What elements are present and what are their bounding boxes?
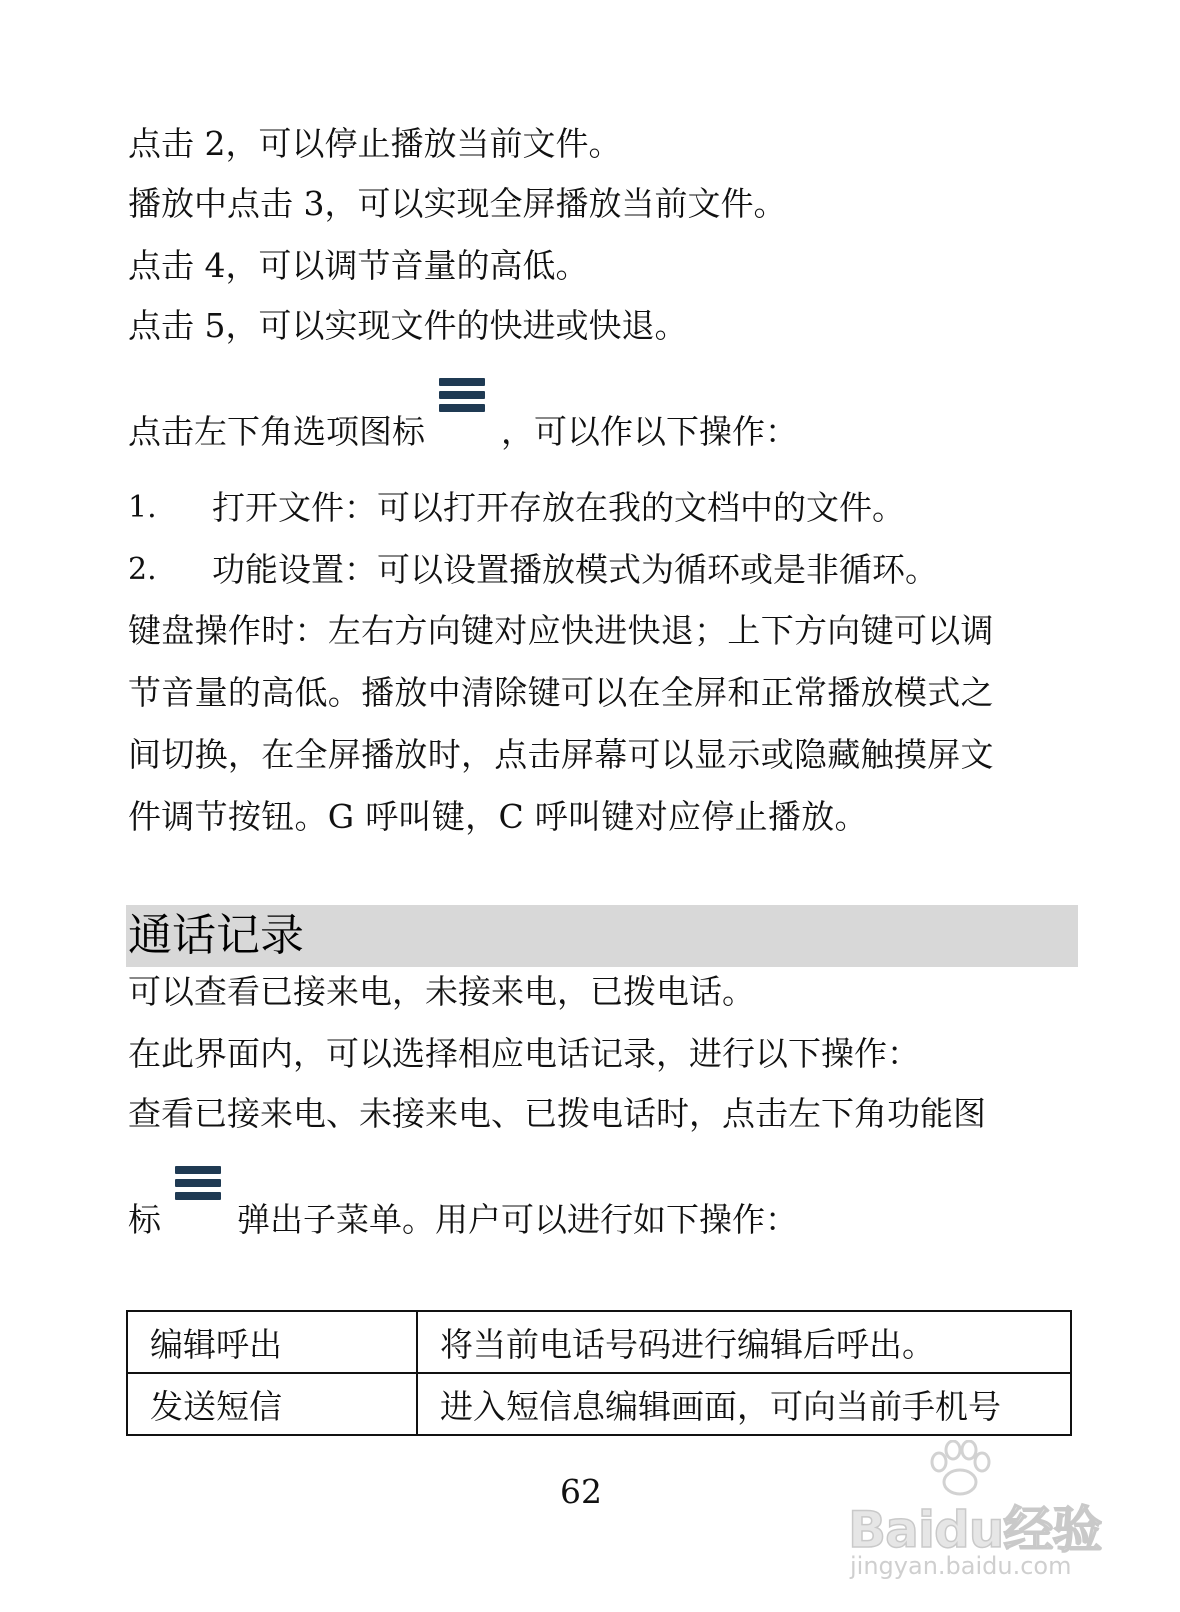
- text-line-seek: 点击 5，可以实现文件的快进或快退。: [128, 306, 688, 345]
- baidu-watermark: [830, 1440, 1150, 1590]
- paragraph-line: 件调节按钮。G 呼叫键，C 呼叫键对应停止播放。: [128, 797, 868, 836]
- table-row: [127, 1373, 1071, 1435]
- list-item-number: 1.: [128, 490, 157, 525]
- call-log-text-2: 在此界面内，可以选择相应电话记录，进行以下操作：: [128, 1034, 920, 1073]
- menu-icon: [439, 378, 485, 412]
- options-intro-after: ，可以作以下操作：: [501, 412, 798, 451]
- page-number: 62: [560, 1472, 602, 1511]
- call-log-text-3: 查看已接来电、未接来电、已拨电话时，点击左下角功能图: [128, 1094, 986, 1133]
- menu-icon: [175, 1166, 221, 1200]
- list-item-settings: 功能设置：可以设置播放模式为循环或是非循环。: [212, 550, 938, 589]
- options-intro-line: [128, 412, 798, 452]
- keyboard-paragraph: [128, 600, 1078, 848]
- list-item-number: 2.: [128, 552, 157, 587]
- text-line-stop: 点击 2，可以停止播放当前文件。: [128, 124, 622, 163]
- paragraph-line: 节音量的高低。播放中清除键可以在全屏和正常播放模式之: [128, 673, 994, 712]
- call-log-text-4-after: 弹出子菜单。用户可以进行如下操作：: [237, 1200, 798, 1239]
- table-cell-action: 编辑呼出: [127, 1311, 417, 1373]
- options-intro-before: 点击左下角选项图标: [128, 412, 425, 451]
- table-cell-desc: 将当前电话号码进行编辑后呼出。: [417, 1311, 1071, 1373]
- paragraph-line: 间切换，在全屏播放时，点击屏幕可以显示或隐藏触摸屏文: [128, 735, 994, 774]
- paragraph-line: 键盘操作时：左右方向键对应快进快退；上下方向键可以调: [128, 611, 994, 650]
- watermark-url: jingyan.baidu.com: [850, 1552, 1072, 1580]
- watermark-logo-text: Baidu经验: [848, 1501, 1102, 1559]
- list-item-open-file: 打开文件：可以打开存放在我的文档中的文件。: [212, 488, 905, 527]
- paw-icon: [925, 1440, 995, 1496]
- text-line-fullscreen: 播放中点击 3，可以实现全屏播放当前文件。: [128, 184, 787, 223]
- call-log-text-4: [128, 1200, 798, 1240]
- call-log-text-4-before: 标: [128, 1200, 161, 1239]
- table-row: [127, 1311, 1071, 1373]
- call-log-text-1: 可以查看已接来电，未接来电，已拨电话。: [128, 972, 755, 1011]
- table-cell-action: 发送短信: [127, 1373, 417, 1435]
- text-line-volume: 点击 4，可以调节音量的高低。: [128, 246, 589, 285]
- section-title: 通话记录: [128, 910, 304, 961]
- table-cell-desc: 进入短信息编辑画面，可向当前手机号: [417, 1373, 1071, 1435]
- operations-table: [126, 1310, 1072, 1436]
